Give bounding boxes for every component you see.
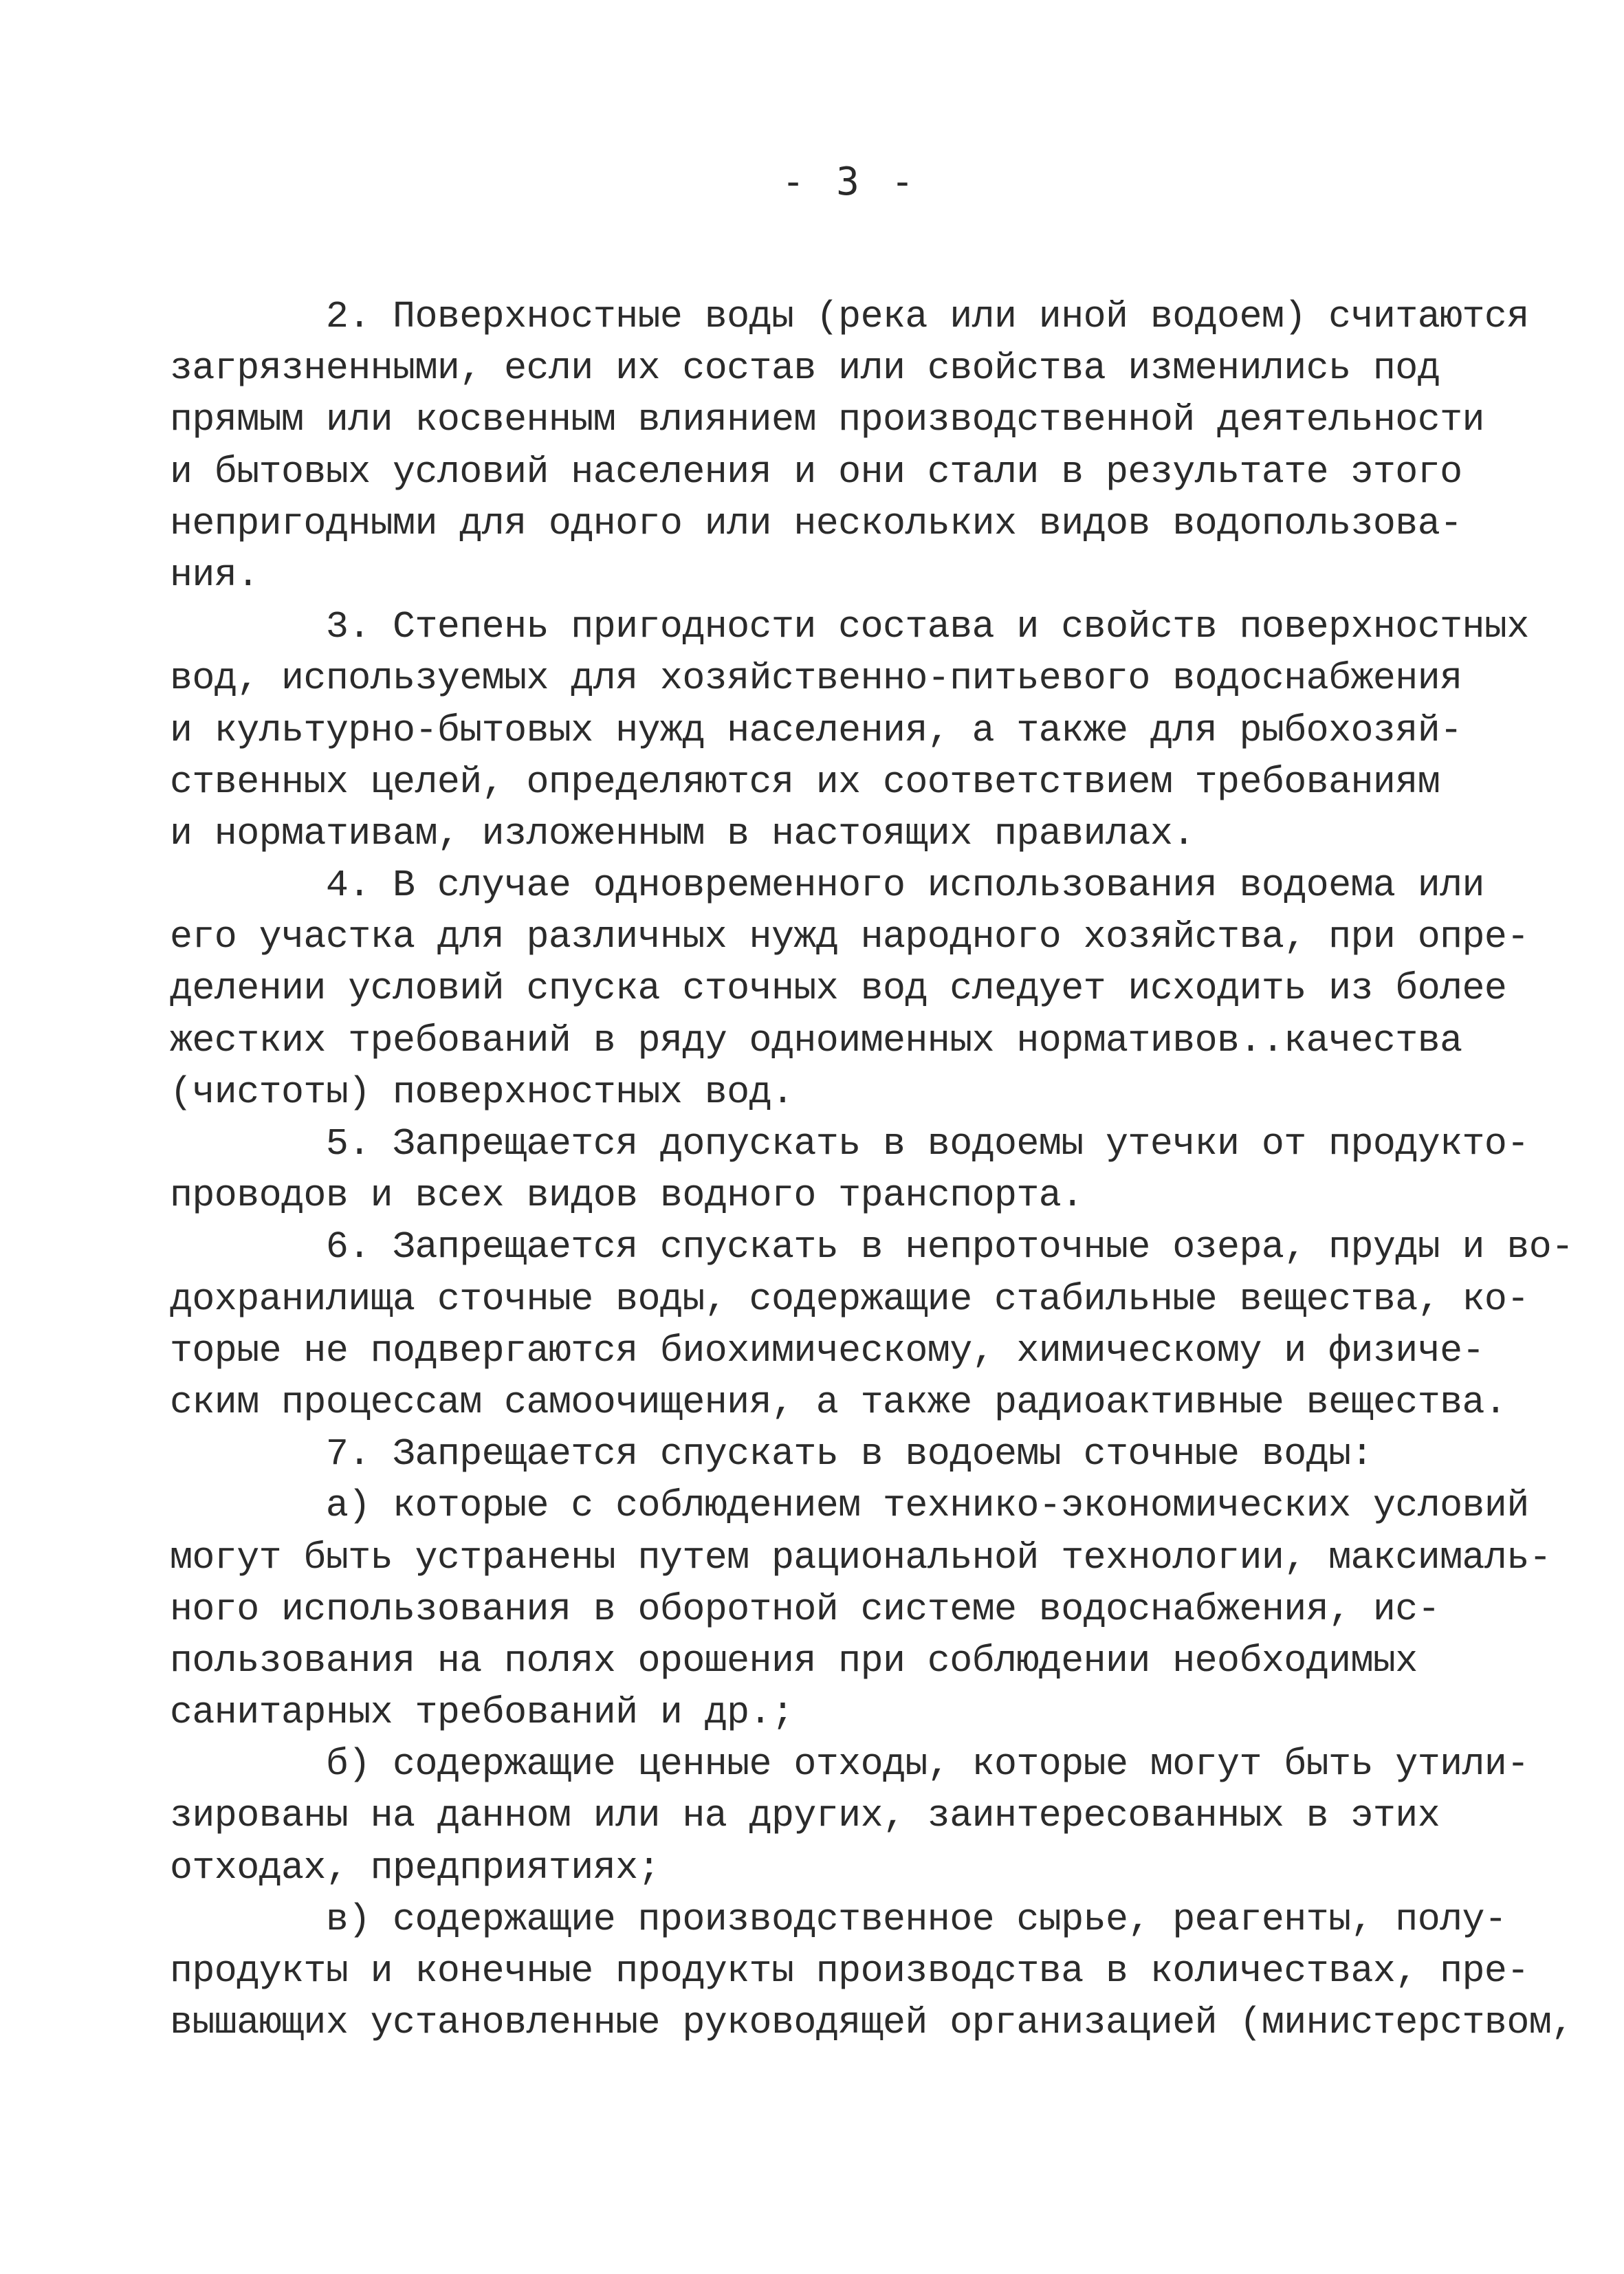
text-line: 4. В случае одновременного использования водоема или — [170, 864, 1484, 908]
text-line: и нормативам, изложенным в настоящих правилах. — [170, 811, 1195, 855]
text-line: прямым или косвенным влиянием производственной деятельности — [170, 398, 1484, 442]
text-line: дохранилища сточные воды, содержащие стабильные вещества, ко- — [170, 1277, 1529, 1321]
text-line: вышающих установленные руководящей организацией (министерством, — [170, 2001, 1574, 2045]
text-line: санитарных требований и др.; — [170, 1691, 794, 1735]
text-line: его участка для различных нужд народного хозяйства, при опре- — [170, 915, 1529, 959]
text-line: ским процессам самоочищения, а также радиоактивные вещества. — [170, 1380, 1507, 1424]
text-line: вод, используемых для хозяйственно-питьевого водоснабжения — [170, 657, 1462, 701]
text-line: проводов и всех видов водного транспорта. — [170, 1174, 1084, 1218]
text-line: могут быть устранены путем рациональной технологии, максималь- — [170, 1535, 1552, 1579]
page-number: - 3 - — [781, 160, 919, 204]
text-line: 5. Запрещается допускать в водоемы утечки от продукто- — [170, 1122, 1529, 1166]
text-line: пользования на полях орошения при соблюдении необходимых — [170, 1639, 1418, 1683]
text-line: 3. Степень пригодности состава и свойств поверхностных — [170, 605, 1529, 649]
text-line: а) которые с соблюдением технико-экономических условий — [170, 1484, 1529, 1528]
body-text — [170, 291, 1574, 2048]
text-line: продукты и конечные продукты производства в количествах, пре- — [170, 1949, 1529, 1993]
text-line: и культурно-бытовых нужд населения, а также для рыбохозяй- — [170, 708, 1462, 752]
text-line: непригодными для одного или нескольких видов водопользова- — [170, 501, 1462, 545]
text-line: ния. — [170, 553, 259, 597]
text-line: 2. Поверхностные воды (река или иной водоем) считаются — [170, 295, 1529, 338]
text-line: жестких требований в ряду одноименных нормативов..качества — [170, 1018, 1462, 1062]
text-line: торые не подвергаются биохимическому, химическому и физиче- — [170, 1329, 1484, 1373]
text-line: зированы на данном или на других, заинтересованных в этих — [170, 1794, 1440, 1838]
text-line: ственных целей, определяются их соответствием требованиям — [170, 760, 1440, 804]
text-line: 7. Запрещается спускать в водоемы сточные воды: — [170, 1432, 1373, 1476]
text-line: в) содержащие производственное сырье, реагенты, полу- — [170, 1897, 1507, 1941]
text-line: 6. Запрещается спускать в непроточные озера, пруды и во- — [170, 1225, 1574, 1269]
text-line: ного использования в оборотной системе водоснабжения, ис- — [170, 1587, 1440, 1631]
text-line: делении условий спуска сточных вод следует исходить из более — [170, 967, 1507, 1011]
text-line: загрязненными, если их состав или свойства изменились под — [170, 347, 1440, 391]
text-line: и бытовых условий населения и они стали в результате этого — [170, 450, 1462, 494]
text-line: отходах, предприятиях; — [170, 1846, 660, 1890]
text-line: (чистоты) поверхностных вод. — [170, 1070, 794, 1114]
text-line: б) содержащие ценные отходы, которые могут быть утили- — [170, 1742, 1529, 1786]
